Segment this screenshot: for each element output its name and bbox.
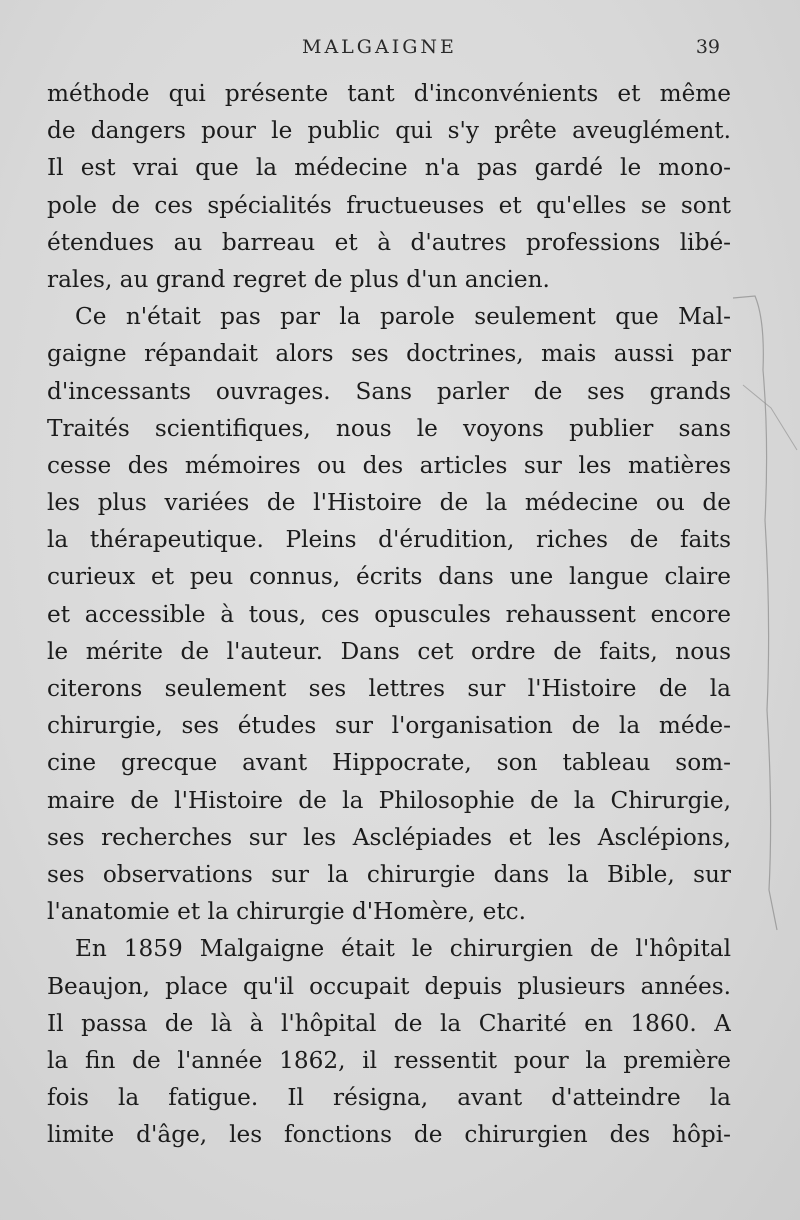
- text-line: méthode qui présente tant d'inconvénients et même: [47, 80, 731, 107]
- text-line: la fin de l'année 1862, il ressentit pour la première: [47, 1046, 731, 1074]
- text-line: le mérite de l'auteur. Dans cet ordre de faits, nous: [47, 637, 731, 665]
- text-line: gaigne répandait alors ses doctrines, mais aussi par: [47, 340, 731, 368]
- text-line: étendues au barreau et à d'autres professions libé-: [47, 228, 731, 256]
- text-line: Il est vrai que la médecine n'a pas gardé le mono-: [47, 154, 731, 182]
- text-line: rales, au grand regret de plus d'un ancien.: [47, 265, 550, 293]
- text-line: citerons seulement ses lettres sur l'Histoire de la: [47, 675, 731, 702]
- text-line: En 1859 Malgaigne était le chirurgien de l'hôpital: [75, 935, 731, 963]
- text-line: pole de ces spécialités fructueuses et qu'elles se sont: [47, 191, 731, 219]
- pencil-margin-mark: [725, 290, 800, 950]
- text-line: de dangers pour le public qui s'y prête aveuglément.: [47, 117, 731, 145]
- page-number: 39: [695, 36, 720, 58]
- text-line: chirurgie, ses études sur l'organisation de la méde-: [47, 712, 731, 740]
- text-line: l'anatomie et la chirurgie d'Homère, etc.: [47, 898, 527, 926]
- text-line: Traités scientifiques, nous le voyons publier sans: [47, 414, 731, 442]
- text-line: fois la fatigue. Il résigna, avant d'atteindre la: [47, 1084, 731, 1112]
- text-line: les plus variées de l'Histoire de la médecine ou de: [47, 489, 731, 517]
- text-line: maire de l'Histoire de la Philosophie de la Chirurgie,: [47, 786, 731, 814]
- text-line: Beaujon, place qu'il occupait depuis plusieurs années.: [47, 972, 731, 1000]
- text-line: curieux et peu connus, écrits dans une langue claire: [47, 563, 731, 591]
- text-line: Ce n'était pas par la parole seulement que Mal-: [75, 303, 731, 331]
- text-line: ses recherches sur les Asclépiades et les Asclépions,: [47, 823, 731, 851]
- running-title: MALGAIGNE: [302, 36, 457, 58]
- body-text: [47, 75, 731, 1153]
- text-line: Il passa de là à l'hôpital de la Charité en 1860. A: [47, 1009, 731, 1037]
- text-line: ses observations sur la chirurgie dans la Bible, sur: [47, 860, 731, 888]
- text-line: et accessible à tous, ces opuscules rehaussent encore: [47, 600, 731, 628]
- running-head: [0, 36, 800, 64]
- text-line: cine grecque avant Hippocrate, son tableau som-: [47, 749, 731, 777]
- text-line: d'incessants ouvrages. Sans parler de ses grands: [47, 377, 731, 405]
- text-line: limite d'âge, les fonctions de chirurgien des hôpi-: [47, 1121, 731, 1149]
- text-line: cesse des mémoires ou des articles sur les matières: [47, 451, 731, 479]
- text-line: la thérapeutique. Pleins d'érudition, riches de faits: [47, 526, 731, 554]
